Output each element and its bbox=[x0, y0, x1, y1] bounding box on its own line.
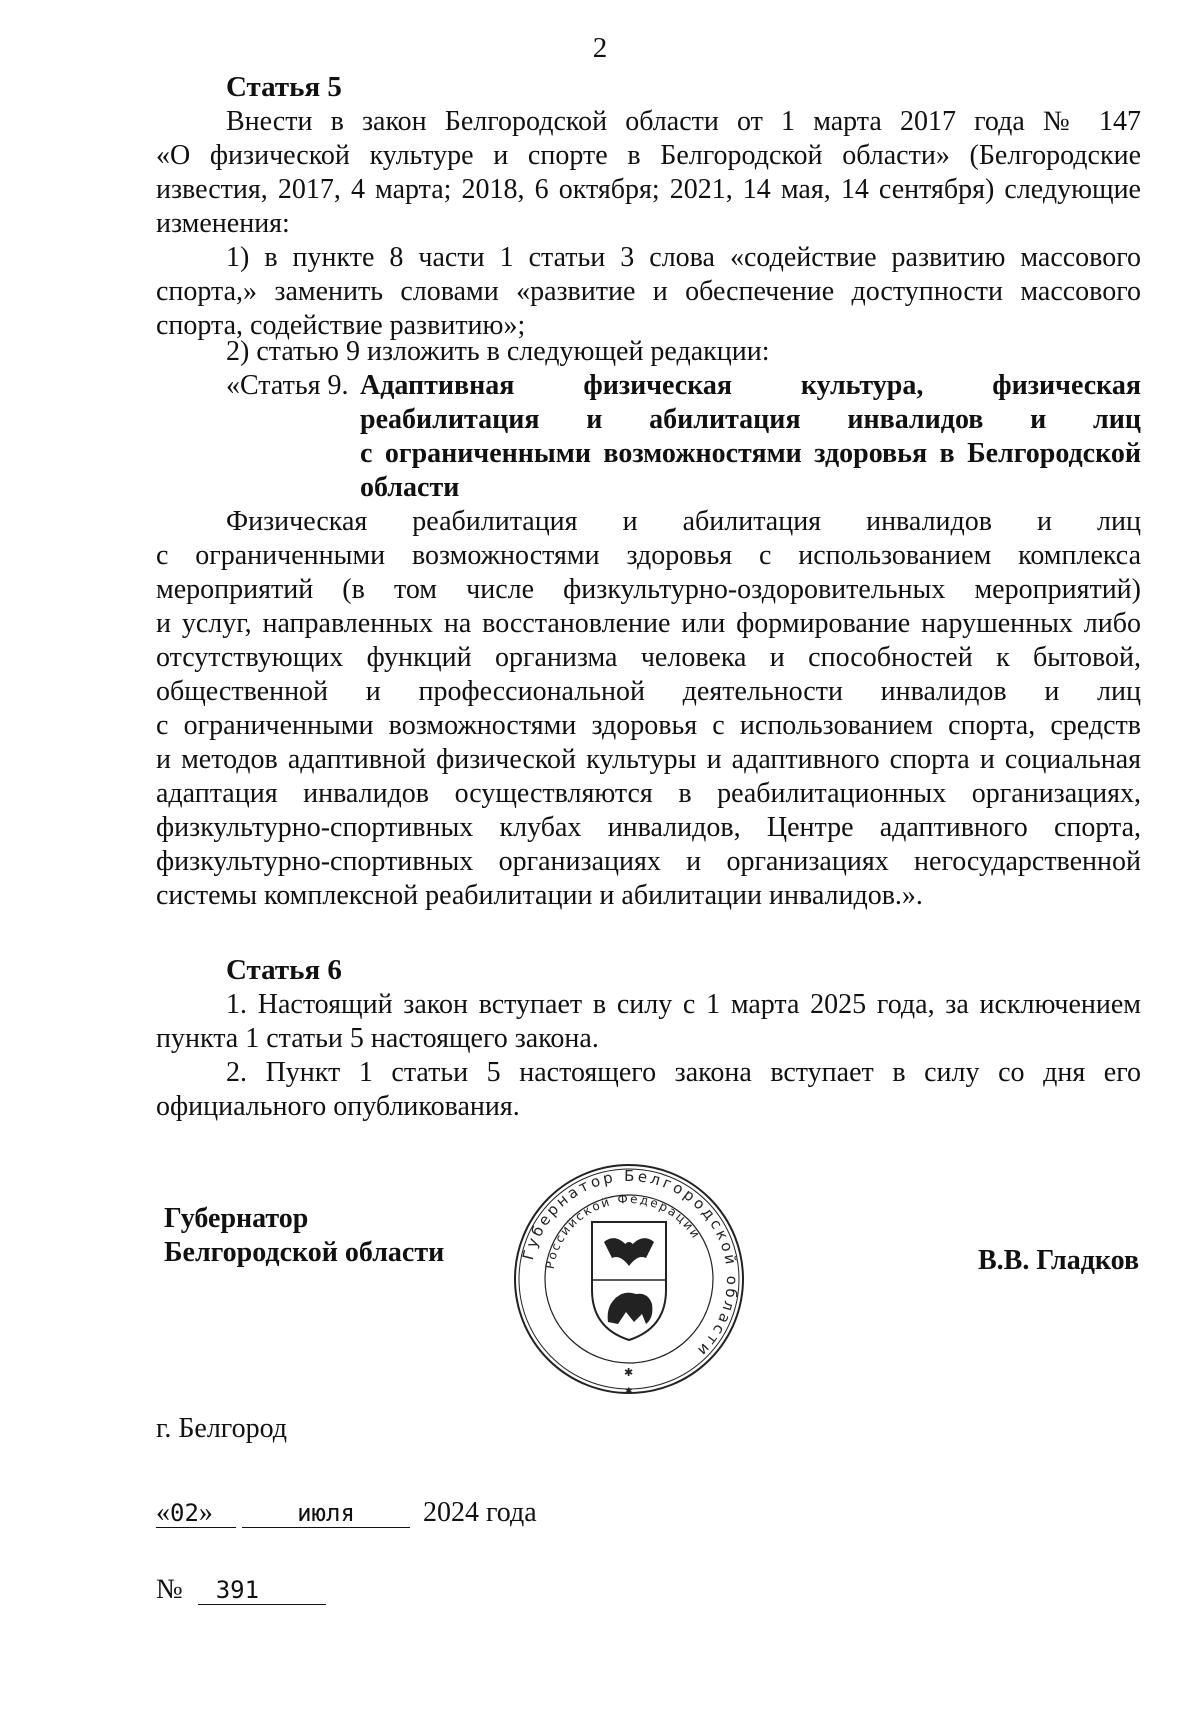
document-date bbox=[156, 1496, 537, 1530]
new-article-9-title-line-3: с ограниченными возможностями здоровья в Белгородской bbox=[360, 438, 1141, 469]
article-5-item-1-line-3: спорта, содействие развитию»; bbox=[156, 310, 526, 341]
coat-of-arms-icon bbox=[592, 1222, 666, 1340]
article-6-item-2-line-1: 2. Пункт 1 статьи 5 настоящего закона вступает в силу со дня его bbox=[226, 1057, 1141, 1088]
article-6-item-1-line-2: пункта 1 статьи 5 настоящего закона. bbox=[156, 1023, 599, 1054]
article-6-item-2-line-2: официального опубликования. bbox=[156, 1091, 520, 1122]
date-year: 2024 года bbox=[423, 1497, 537, 1528]
new-article-9-title-line-4: области bbox=[360, 472, 460, 503]
new-article-9-body-line-8: и методов адаптивной физической культуры и адаптивного спорта и социальная bbox=[156, 744, 1141, 775]
article-5-title: Статья 5 bbox=[226, 71, 342, 103]
article-6-title: Статья 6 bbox=[226, 954, 342, 986]
new-article-9-body-line-6: общественной и профессиональной деятельности инвалидов и лиц bbox=[156, 676, 1141, 707]
new-article-9-body-line-10: физкультурно-спортивных клубах инвалидов, Центре адаптивного спорта, bbox=[156, 812, 1141, 843]
number-label: № bbox=[156, 1574, 183, 1605]
document-city: г. Белгород bbox=[156, 1413, 288, 1444]
new-article-9-body-line-2: с ограниченными возможностями здоровья с использованием комплекса bbox=[156, 540, 1141, 571]
new-article-9-body-line-7: с ограниченными возможностями здоровья с использованием спорта, средств bbox=[156, 710, 1141, 741]
new-article-9-title bbox=[360, 369, 1141, 505]
article-5-item-2-line: 2) статью 9 изложить в следующей редакции: bbox=[226, 336, 770, 367]
article-5-intro-line-4: изменения: bbox=[156, 208, 290, 239]
new-article-9-body-line-9: адаптация инвалидов осуществляются в реабилитационных организациях, bbox=[156, 778, 1141, 809]
new-article-9-prefix: «Статья 9. bbox=[226, 370, 349, 401]
signatory-name: В.В. Гладков bbox=[978, 1245, 1140, 1276]
date-month-field bbox=[242, 1499, 410, 1528]
article-5-intro-line-2: «О физической культуре и спорте в Белгородской области» (Белгородские bbox=[156, 140, 1141, 171]
document-number bbox=[156, 1573, 326, 1607]
seal-inner-text: Российской Федерации bbox=[542, 1191, 704, 1271]
date-day-field: «02» bbox=[156, 1499, 236, 1528]
official-seal bbox=[512, 1162, 746, 1396]
seal-star-icon: ✱ bbox=[624, 1366, 634, 1379]
new-article-9-body-line-11: физкультурно-спортивных организациях и организациях негосударственной bbox=[156, 846, 1141, 877]
new-article-9-title-line-2: реабилитация и абилитация инвалидов и лиц bbox=[360, 404, 1141, 435]
signatory-position-line-1: Губернатор bbox=[164, 1203, 309, 1234]
article-5-intro-line-3: известия, 2017, 4 марта; 2018, 6 октября; 2021, 14 мая, 14 сентября) следующие bbox=[156, 174, 1141, 205]
article-6-item-1-line-1: 1. Настоящий закон вступает в силу с 1 марта 2025 года, за исключением bbox=[226, 989, 1141, 1020]
number-field bbox=[198, 1576, 326, 1605]
number-value: 391 bbox=[215, 1576, 260, 1604]
signatory-position-line-2: Белгородской области bbox=[164, 1237, 445, 1268]
article-5-intro-line-1: Внести в закон Белгородской области от 1 марта 2017 года № 147 bbox=[226, 106, 1141, 137]
article-5-item-1-line-2: спорта,» заменить словами «развитие и обеспечение доступности массового bbox=[156, 276, 1141, 307]
new-article-9-body-line-4: и услуг, направленных на восстановление или формирование нарушенных либо bbox=[156, 608, 1141, 639]
new-article-9-body-line-3: мероприятий (в том числе физкультурно-оздоровительных мероприятий) bbox=[156, 574, 1141, 605]
date-day-value: 02 bbox=[170, 1499, 199, 1527]
new-article-9-body-line-12: системы комплексной реабилитации и абилитации инвалидов.». bbox=[156, 880, 923, 911]
date-month-value: июля bbox=[297, 1499, 355, 1527]
page-number: 2 bbox=[592, 32, 608, 64]
new-article-9-body-line-5: отсутствующих функций организма человека и способностей к бытовой, bbox=[156, 642, 1141, 673]
article-5-item-1-line-1: 1) в пункте 8 части 1 статьи 3 слова «содействие развитию массового bbox=[226, 242, 1141, 273]
new-article-9-title-line-1: Адаптивная физическая культура, физическая bbox=[360, 370, 1141, 401]
seal-outer-text: Губернатор Белгородской области bbox=[518, 1166, 742, 1362]
new-article-9-body-line-1: Физическая реабилитация и абилитация инвалидов и лиц bbox=[226, 506, 1141, 537]
seal-star-icon-small: ✱ bbox=[625, 1387, 633, 1396]
